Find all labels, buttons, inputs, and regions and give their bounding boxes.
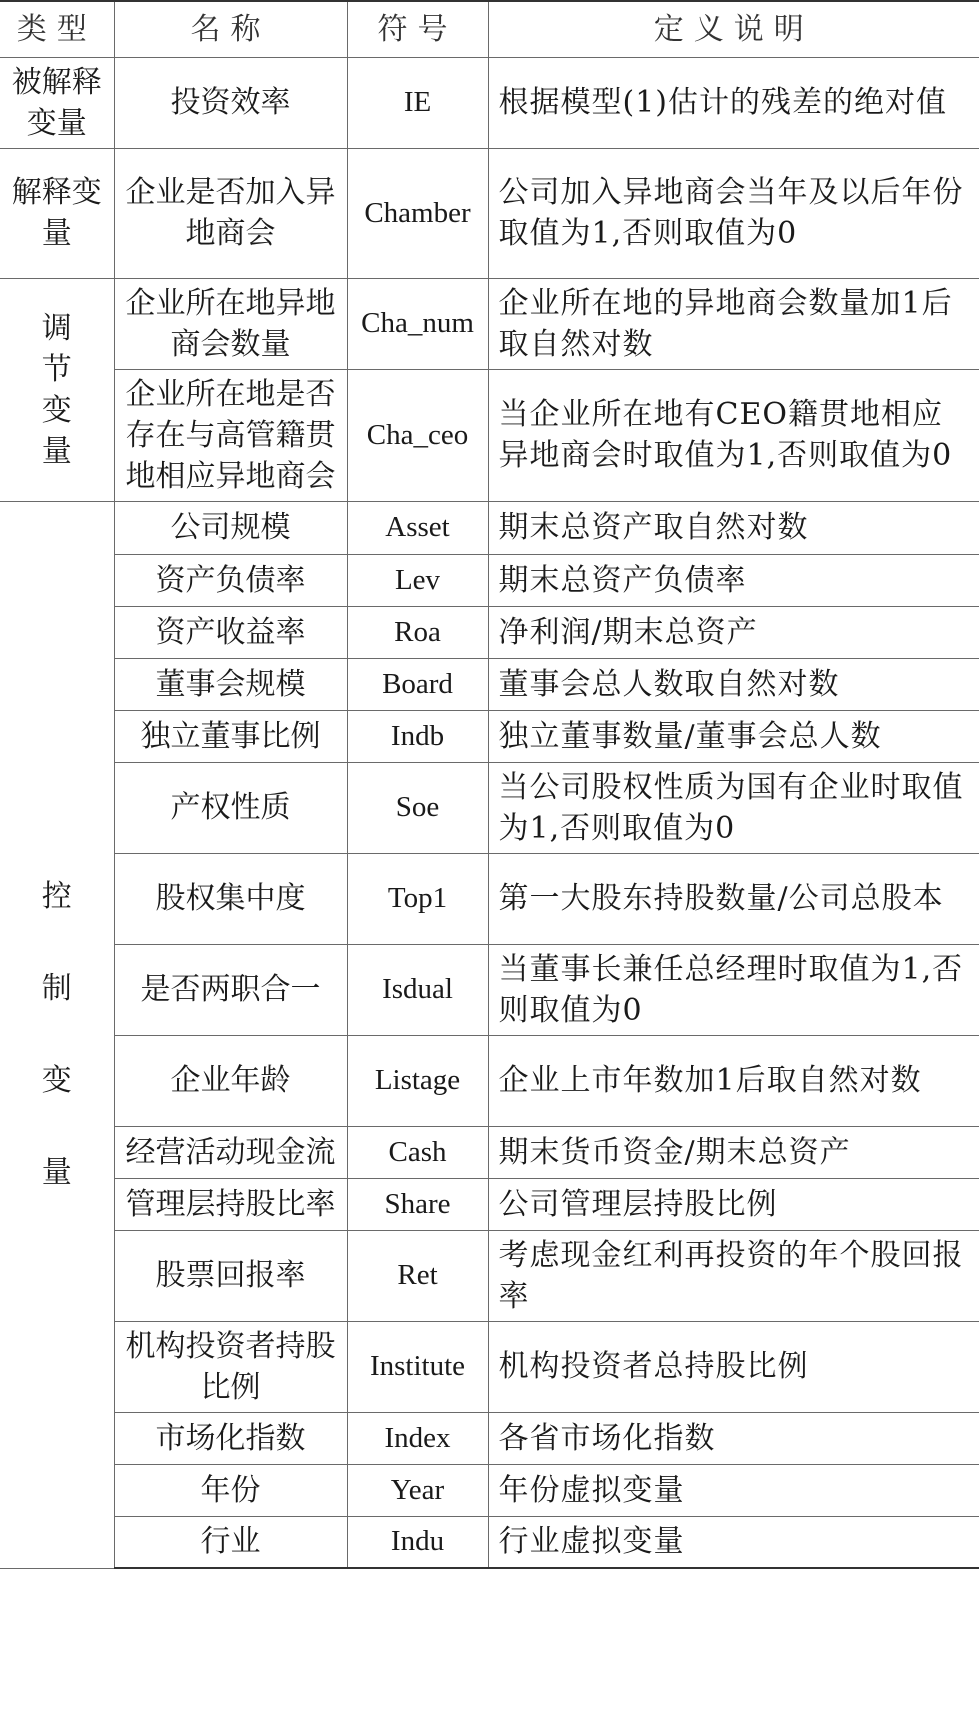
type-cell: [0, 278, 114, 501]
definition-cell: 期末货币资金/期末总资产: [488, 1126, 979, 1178]
type-cell: [0, 501, 114, 1568]
symbol-cell: Cash: [347, 1126, 488, 1178]
definition-cell: 期末总资产取自然对数: [488, 501, 979, 554]
table-row: [0, 1516, 979, 1568]
definition-cell: 期末总资产负债率: [488, 554, 979, 606]
symbol-cell: Ret: [347, 1230, 488, 1321]
name-cell: 投资效率: [114, 57, 347, 148]
header-symbol: 符号: [347, 1, 488, 57]
name-cell: 行业: [114, 1516, 347, 1568]
symbol-cell: Asset: [347, 501, 488, 554]
table-row: [0, 658, 979, 710]
definition-cell: 公司管理层持股比例: [488, 1178, 979, 1230]
table-row: [0, 501, 979, 554]
definition-cell: 行业虚拟变量: [488, 1516, 979, 1568]
definition-cell: 当董事长兼任总经理时取值为1,否则取值为0: [488, 944, 979, 1035]
symbol-cell: Cha_ceo: [347, 369, 488, 501]
table-row: [0, 148, 979, 278]
name-cell: 企业年龄: [114, 1035, 347, 1126]
table-row: [0, 853, 979, 944]
table-row: [0, 57, 979, 148]
table-row: [0, 1321, 979, 1412]
symbol-cell: Soe: [347, 762, 488, 853]
name-cell: 资产负债率: [114, 554, 347, 606]
name-cell: 股权集中度: [114, 853, 347, 944]
name-cell: 年份: [114, 1464, 347, 1516]
symbol-cell: Lev: [347, 554, 488, 606]
table-row: [0, 1230, 979, 1321]
table-row: [0, 606, 979, 658]
header-definition: 定义说明: [488, 1, 979, 57]
definition-cell: 各省市场化指数: [488, 1412, 979, 1464]
symbol-cell: Indu: [347, 1516, 488, 1568]
table-row: [0, 278, 979, 369]
symbol-cell: IE: [347, 57, 488, 148]
definition-cell: 企业上市年数加1后取自然对数: [488, 1035, 979, 1126]
name-cell: 企业所在地异地商会数量: [114, 278, 347, 369]
definition-cell: 当企业所在地有CEO籍贯地相应异地商会时取值为1,否则取值为0: [488, 369, 979, 501]
definition-cell: 董事会总人数取自然对数: [488, 658, 979, 710]
symbol-cell: Isdual: [347, 944, 488, 1035]
name-cell: 是否两职合一: [114, 944, 347, 1035]
definition-cell: 公司加入异地商会当年及以后年份取值为1,否则取值为0: [488, 148, 979, 278]
definition-cell: 机构投资者总持股比例: [488, 1321, 979, 1412]
header-type: 类型: [0, 1, 114, 57]
name-cell: 管理层持股比率: [114, 1178, 347, 1230]
symbol-cell: Listage: [347, 1035, 488, 1126]
table-header-row: [0, 1, 979, 57]
table-row: [0, 1126, 979, 1178]
table-row: [0, 944, 979, 1035]
name-cell: 股票回报率: [114, 1230, 347, 1321]
name-cell: 产权性质: [114, 762, 347, 853]
symbol-cell: Board: [347, 658, 488, 710]
name-cell: 董事会规模: [114, 658, 347, 710]
type-label: 调节变量: [41, 310, 72, 469]
name-cell: 经营活动现金流: [114, 1126, 347, 1178]
symbol-cell: Cha_num: [347, 278, 488, 369]
definition-cell: 当公司股权性质为国有企业时取值为1,否则取值为0: [488, 762, 979, 853]
table-row: [0, 1178, 979, 1230]
table-row: [0, 554, 979, 606]
name-cell: 企业所在地是否存在与高管籍贯地相应异地商会: [114, 369, 347, 501]
definition-cell: 第一大股东持股数量/公司总股本: [488, 853, 979, 944]
type-label: 控制变量: [41, 878, 72, 1190]
definition-cell: 独立董事数量/董事会总人数: [488, 710, 979, 762]
symbol-cell: Indb: [347, 710, 488, 762]
definition-cell: 企业所在地的异地商会数量加1后取自然对数: [488, 278, 979, 369]
name-cell: 独立董事比例: [114, 710, 347, 762]
symbol-cell: Index: [347, 1412, 488, 1464]
name-cell: 资产收益率: [114, 606, 347, 658]
table-row: [0, 1464, 979, 1516]
table-row: [0, 1412, 979, 1464]
table-row: [0, 1035, 979, 1126]
header-name: 名称: [114, 1, 347, 57]
definition-cell: 净利润/期末总资产: [488, 606, 979, 658]
symbol-cell: Chamber: [347, 148, 488, 278]
type-cell: 被解释变量: [0, 57, 114, 148]
definition-cell: 根据模型(1)估计的残差的绝对值: [488, 57, 979, 148]
definition-cell: 年份虚拟变量: [488, 1464, 979, 1516]
table-row: [0, 762, 979, 853]
table-row: [0, 710, 979, 762]
name-cell: 机构投资者持股比例: [114, 1321, 347, 1412]
table-row: [0, 369, 979, 501]
name-cell: 市场化指数: [114, 1412, 347, 1464]
symbol-cell: Top1: [347, 853, 488, 944]
definition-cell: 考虑现金红利再投资的年个股回报率: [488, 1230, 979, 1321]
symbol-cell: Institute: [347, 1321, 488, 1412]
symbol-cell: Share: [347, 1178, 488, 1230]
name-cell: 公司规模: [114, 501, 347, 554]
symbol-cell: Year: [347, 1464, 488, 1516]
name-cell: 企业是否加入异地商会: [114, 148, 347, 278]
symbol-cell: Roa: [347, 606, 488, 658]
type-cell: 解释变量: [0, 148, 114, 278]
